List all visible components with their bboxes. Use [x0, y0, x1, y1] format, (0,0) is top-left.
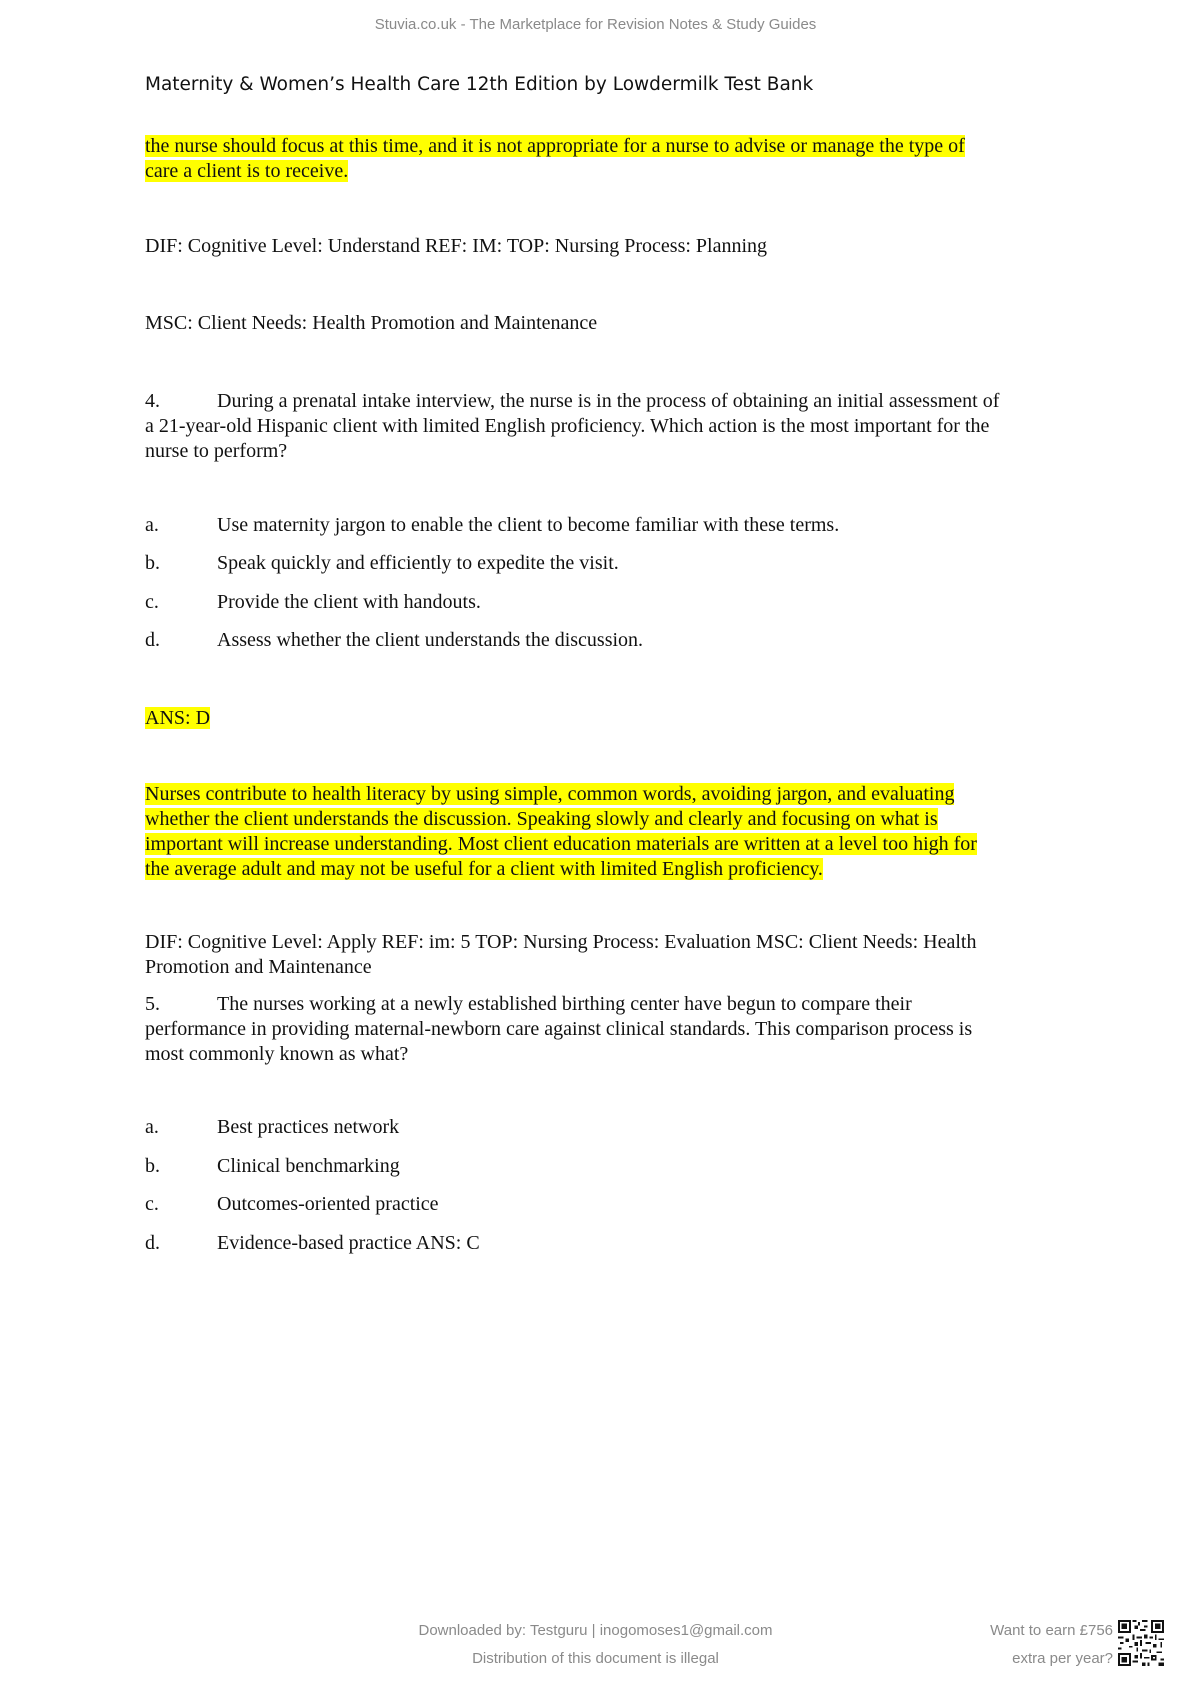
option-letter: a.	[145, 514, 159, 536]
option-letter: b.	[145, 552, 160, 574]
document-title: Maternity & Women’s Health Care 12th Edition by Lowdermilk Test Bank	[145, 74, 814, 95]
q5-option-d	[145, 1231, 480, 1256]
option-text: Clinical benchmarking	[217, 1155, 400, 1177]
promo-line[interactable]: extra per year?	[1012, 1650, 1113, 1667]
q4-option-d	[145, 628, 643, 653]
site-header: Stuvia.co.uk - The Marketplace for Revision Notes & Study Guides	[374, 16, 817, 33]
distribution-notice: Distribution of this document is illegal	[472, 1650, 719, 1667]
option-letter: d.	[145, 629, 160, 651]
question-number: 5.	[145, 993, 160, 1015]
option-letter: c.	[145, 591, 159, 613]
answer-text: ANS: D	[145, 707, 211, 729]
option-letter: b.	[145, 1155, 160, 1177]
stem-line: performance in providing maternal-newborn care against clinical standards. This comparison process is	[145, 1018, 973, 1040]
option-letter: c.	[145, 1193, 159, 1215]
meta-line: Promotion and Maintenance	[145, 956, 372, 978]
rationale-line: the nurse should focus at this time, and it is not appropriate for a nurse to advise or manage the type of	[145, 135, 965, 157]
question-5-stem	[145, 992, 1085, 1067]
rationale-line: Nurses contribute to health literacy by using simple, common words, avoiding jargon, and evaluating	[145, 783, 955, 805]
option-letter: a.	[145, 1116, 159, 1138]
q4-rationale	[145, 782, 1085, 882]
stem-line: nurse to perform?	[145, 440, 288, 462]
question-4-stem	[145, 389, 1085, 464]
q4-option-a	[145, 513, 839, 538]
q5-option-b	[145, 1154, 400, 1179]
option-text: Provide the client with handouts.	[217, 591, 481, 613]
option-text: Outcomes-oriented practice	[217, 1193, 439, 1215]
continued-rationale	[145, 134, 1085, 184]
q5-option-c	[145, 1192, 439, 1217]
stem-line: During a prenatal intake interview, the nurse is in the process of obtaining an initial assessment of	[217, 390, 1000, 412]
promo-line[interactable]: Want to earn £756	[990, 1622, 1113, 1639]
q4-option-c	[145, 590, 481, 615]
qr-code-icon[interactable]	[1118, 1620, 1164, 1666]
rationale-line: important will increase understanding. Most client education materials are written at a level too high for	[145, 833, 977, 855]
option-text: Assess whether the client understands the discussion.	[217, 629, 644, 651]
q4-option-b	[145, 551, 619, 576]
stem-line: most commonly known as what?	[145, 1043, 409, 1065]
q4-meta	[145, 930, 1085, 980]
option-text: Speak quickly and efficiently to expedite the visit.	[217, 552, 619, 574]
rationale-line: care a client is to receive.	[145, 160, 349, 182]
q5-option-a	[145, 1115, 399, 1140]
stem-line: a 21-year-old Hispanic client with limited English proficiency. Which action is the most important for the	[145, 415, 990, 437]
option-text: Best practices network	[217, 1116, 400, 1138]
q4-answer	[145, 706, 1085, 731]
rationale-line: the average adult and may not be useful for a client with limited English proficiency.	[145, 858, 823, 880]
q3-dif-line: DIF: Cognitive Level: Understand REF: IM: TOP: Nursing Process: Planning	[145, 235, 768, 257]
option-letter: d.	[145, 1232, 160, 1254]
option-text: Evidence-based practice ANS: C	[217, 1232, 480, 1254]
rationale-line: whether the client understands the discussion. Speaking slowly and clearly and focusing on what is	[145, 808, 938, 830]
q3-msc-line: MSC: Client Needs: Health Promotion and Maintenance	[145, 312, 598, 334]
downloaded-by: Downloaded by: Testguru | inogomoses1@gmail.com	[418, 1622, 773, 1639]
stem-line: The nurses working at a newly established birthing center have begun to compare their	[217, 993, 912, 1015]
meta-line: DIF: Cognitive Level: Apply REF: im: 5 TOP: Nursing Process: Evaluation MSC: Client Needs: Health	[145, 931, 977, 953]
question-number: 4.	[145, 390, 160, 412]
option-text: Use maternity jargon to enable the client to become familiar with these terms.	[217, 514, 840, 536]
